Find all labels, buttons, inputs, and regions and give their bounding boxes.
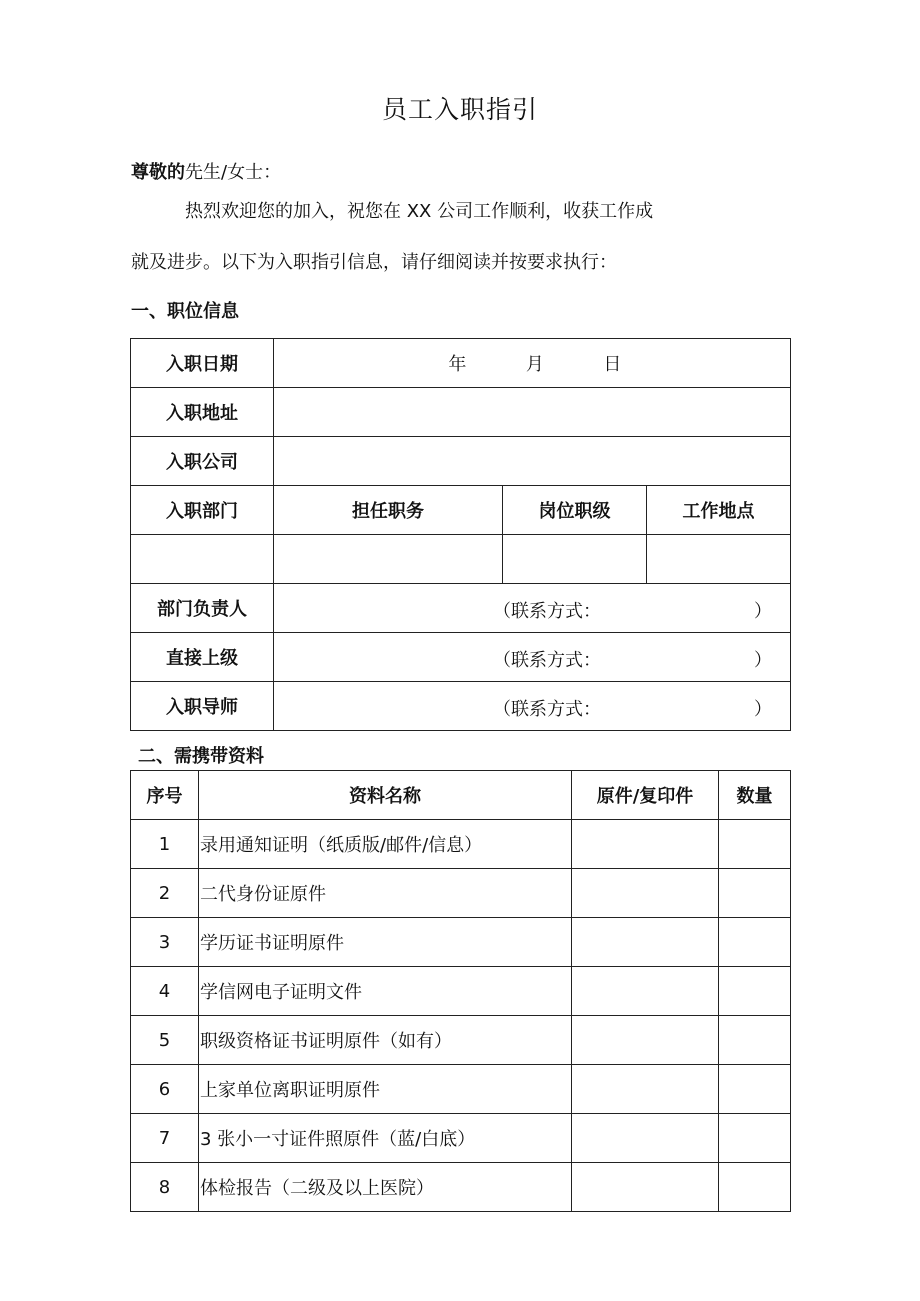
table-row [131,820,791,869]
direct-supervisor-contact-field[interactable] [274,633,791,682]
row-dept-values [131,535,791,584]
intro-line-1: 热烈欢迎您的加入，祝您在 XX 公司工作顺利，收获工作成 [185,201,654,222]
dept-label: 入职部门 [131,486,274,535]
row-number: 4 [131,967,199,1016]
table-row [131,1065,791,1114]
row-dept-headers [131,486,791,535]
material-name: 学历证书证明原件 [199,918,572,967]
section-heading-position-info: 一、职位信息 [131,301,239,322]
material-name: 体检报告（二级及以上医院） [199,1163,572,1212]
quantity-field[interactable] [719,869,791,918]
intro-line-2: 就及进步。以下为入职指引信息，请仔细阅读并按要求执行： [131,252,617,273]
table-row [131,918,791,967]
row-dept-head [131,584,791,633]
table-row [131,1114,791,1163]
row-entry-address [131,388,791,437]
position-field[interactable] [274,535,503,584]
original-copy-field[interactable] [572,869,719,918]
row-entry-date [131,339,791,388]
dept-head-label: 部门负责人 [131,584,274,633]
entry-date-field[interactable] [274,339,791,388]
row-number: 8 [131,1163,199,1212]
greeting [131,160,281,186]
row-number: 1 [131,820,199,869]
quantity-field[interactable] [719,967,791,1016]
position-info-table [130,338,791,731]
section-heading-materials: 二、需携带资料 [138,746,264,767]
original-copy-field[interactable] [572,967,719,1016]
quantity-field[interactable] [719,1065,791,1114]
contact-prefix: （联系方式： [493,650,601,671]
level-label: 岗位职级 [503,486,647,535]
material-name: 二代身份证原件 [199,869,572,918]
direct-supervisor-label: 直接上级 [131,633,274,682]
col-header-no: 序号 [131,771,199,820]
materials-header-row [131,771,791,820]
contact-close: ） [754,601,772,622]
contact-prefix: （联系方式： [493,699,601,720]
row-number: 3 [131,918,199,967]
contact-close: ） [754,699,772,720]
date-year: 年 [448,354,467,375]
materials-table [130,770,791,1212]
row-number: 5 [131,1016,199,1065]
entry-company-label: 入职公司 [131,437,274,486]
row-number: 7 [131,1114,199,1163]
quantity-field[interactable] [719,1163,791,1212]
entry-company-field[interactable] [274,437,791,486]
col-header-quantity: 数量 [719,771,791,820]
quantity-field[interactable] [719,1114,791,1163]
col-header-original-copy: 原件/复印件 [572,771,719,820]
location-field[interactable] [647,535,791,584]
table-row [131,1163,791,1212]
quantity-field[interactable] [719,1016,791,1065]
location-label: 工作地点 [647,486,791,535]
dept-head-contact-field[interactable] [274,584,791,633]
original-copy-field[interactable] [572,1114,719,1163]
dept-field[interactable] [131,535,274,584]
table-row [131,869,791,918]
mentor-contact-field[interactable] [274,682,791,731]
row-number: 6 [131,1065,199,1114]
original-copy-field[interactable] [572,820,719,869]
contact-prefix: （联系方式： [493,601,601,622]
date-day: 日 [603,354,622,375]
original-copy-field[interactable] [572,918,719,967]
contact-close: ） [754,650,772,671]
original-copy-field[interactable] [572,1163,719,1212]
quantity-field[interactable] [719,820,791,869]
col-header-name: 资料名称 [199,771,572,820]
material-name: 职级资格证书证明原件（如有） [199,1016,572,1065]
date-month: 月 [525,354,544,375]
row-number: 2 [131,869,199,918]
table-row [131,1016,791,1065]
material-name: 录用通知证明（纸质版/邮件/信息） [199,820,572,869]
material-name: 上家单位离职证明原件 [199,1065,572,1114]
quantity-field[interactable] [719,918,791,967]
entry-address-label: 入职地址 [131,388,274,437]
greeting-bold: 尊敬的 [131,162,185,183]
row-mentor [131,682,791,731]
mentor-label: 入职导师 [131,682,274,731]
material-name: 3 张小一寸证件照原件（蓝/白底） [199,1114,572,1163]
original-copy-field[interactable] [572,1016,719,1065]
row-direct-supervisor [131,633,791,682]
entry-date-label: 入职日期 [131,339,274,388]
page-title: 员工入职指引 [381,95,538,124]
material-name: 学信网电子证明文件 [199,967,572,1016]
row-entry-company [131,437,791,486]
table-row [131,967,791,1016]
greeting-rest: 先生/女士： [185,162,282,183]
original-copy-field[interactable] [572,1065,719,1114]
level-field[interactable] [503,535,647,584]
position-label: 担任职务 [274,486,503,535]
entry-address-field[interactable] [274,388,791,437]
